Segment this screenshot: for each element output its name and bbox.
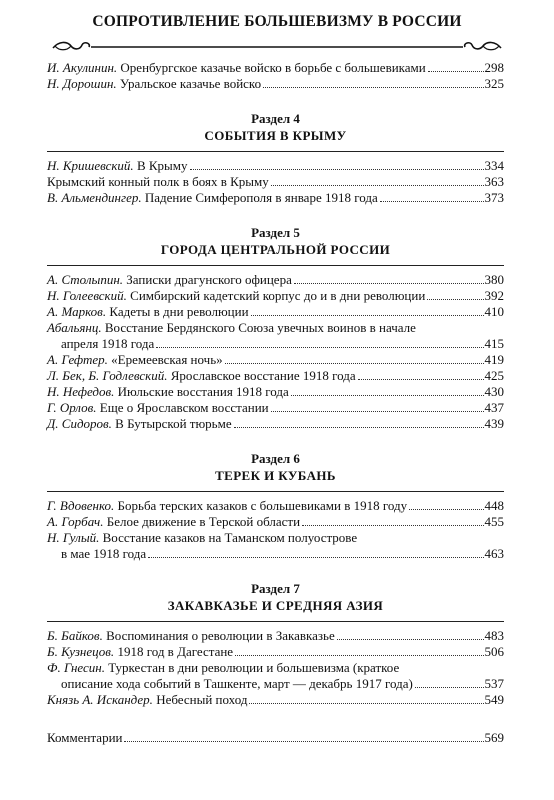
- dot-leader: [409, 509, 483, 510]
- entry-author: А. Гефтер.: [47, 352, 108, 367]
- dot-leader: [249, 703, 483, 704]
- toc-entry[interactable]: [47, 320, 504, 352]
- dot-leader: [234, 427, 484, 428]
- entry-author: А. Марков.: [47, 304, 107, 319]
- entry-title: Еще о Ярославском восстании: [96, 400, 269, 415]
- entry-author: Н. Нефедов.: [47, 384, 115, 399]
- entry-title: «Еремеевская ночь»: [107, 352, 223, 367]
- section-heading: [47, 110, 504, 144]
- entry-author: Г. Вдовенко.: [47, 498, 115, 513]
- entry-author: А. Столыпин.: [47, 272, 124, 287]
- dot-leader: [291, 395, 484, 396]
- toc-entry[interactable]: [47, 400, 504, 416]
- entry-title: Оренбургское казачье войско в борьбе с большевиками: [117, 60, 426, 75]
- toc-entry[interactable]: [47, 628, 504, 644]
- dot-leader: [225, 363, 484, 364]
- page-number: 325: [484, 76, 504, 91]
- entry-title: Кадеты в дни революции: [106, 304, 249, 319]
- entry-author: Н. Гулый.: [47, 530, 100, 545]
- entry-author: Князь А. Искандер.: [47, 692, 153, 707]
- dot-leader: [190, 169, 484, 170]
- toc-entry[interactable]: [47, 530, 504, 562]
- page-number: 425: [484, 368, 504, 383]
- entry-title: Падение Симферополя в январе 1918 года: [141, 190, 378, 205]
- page-number: 549: [484, 692, 504, 707]
- dot-leader: [358, 379, 484, 380]
- dot-leader: [302, 525, 483, 526]
- entry-author: Д. Сидоров.: [47, 416, 112, 431]
- entry-title: Восстание Бердянского Союза увечных воинов в начале: [101, 320, 416, 335]
- dot-leader: [415, 687, 484, 688]
- dot-leader: [251, 315, 484, 316]
- page-number: 569: [484, 730, 504, 745]
- page-number: 439: [484, 416, 504, 431]
- entry-title: Крымский конный полк в боях в Крыму: [47, 174, 269, 189]
- toc-entry[interactable]: [47, 174, 504, 190]
- dot-leader: [271, 185, 484, 186]
- section-title: ГОРОДА ЦЕНТРАЛЬНОЙ РОССИИ: [160, 242, 391, 257]
- dot-leader: [380, 201, 484, 202]
- page-number: 415: [484, 336, 504, 351]
- section-label: Раздел 6: [251, 451, 300, 466]
- page-number: 298: [484, 60, 504, 75]
- entry-title: Борьба терских казаков с большевиками в 1918 году: [114, 498, 408, 513]
- toc-entry[interactable]: [47, 644, 504, 660]
- dot-leader: [148, 557, 483, 558]
- toc-entry[interactable]: [47, 660, 504, 692]
- toc-entry[interactable]: [47, 352, 504, 368]
- entry-author: А. Горбач.: [47, 514, 104, 529]
- entry-title: 1918 год в Дагестане: [114, 644, 234, 659]
- page-number: 410: [484, 304, 504, 319]
- toc-entry[interactable]: [47, 384, 504, 400]
- table-of-contents: [47, 60, 504, 746]
- dot-leader: [271, 411, 484, 412]
- toc-entry[interactable]: [47, 190, 504, 206]
- section-title: ТЕРЕК И КУБАНЬ: [215, 468, 336, 483]
- section-divider: [47, 151, 504, 152]
- entry-title: Воспоминания о революции в Закавказье: [102, 628, 335, 643]
- page-number: 334: [484, 158, 504, 173]
- dot-leader: [156, 347, 483, 348]
- page-number: 448: [484, 498, 504, 513]
- page-number: 363: [484, 174, 504, 189]
- toc-entry[interactable]: [47, 288, 504, 304]
- toc-entry[interactable]: [47, 730, 504, 746]
- section-title: СОБЫТИЯ В КРЫМУ: [204, 128, 347, 143]
- entry-author: В. Альмендингер.: [47, 190, 142, 205]
- entry-title: Июльские восстания 1918 года: [114, 384, 289, 399]
- entry-author: Н. Кришевский.: [47, 158, 134, 173]
- page-number: 380: [484, 272, 504, 287]
- entry-author: Б. Байков.: [47, 628, 103, 643]
- toc-entry[interactable]: [47, 416, 504, 432]
- entry-author: Н. Дорошин.: [47, 76, 117, 91]
- page-number: 437: [484, 400, 504, 415]
- entry-author: Ф. Гнесин.: [47, 660, 105, 675]
- section-title: ЗАКАВКАЗЬЕ И СРЕДНЯЯ АЗИЯ: [167, 598, 384, 613]
- section-label: Раздел 7: [251, 581, 300, 596]
- dot-leader: [427, 299, 483, 300]
- dot-leader: [124, 741, 483, 742]
- section-label: Раздел 4: [251, 111, 300, 126]
- entry-author: И. Акулинин.: [47, 60, 118, 75]
- section-divider: [47, 265, 504, 266]
- toc-entry[interactable]: [47, 514, 504, 530]
- entry-author: Г. Орлов.: [47, 400, 97, 415]
- section-label: Раздел 5: [251, 225, 300, 240]
- section-heading: [47, 224, 504, 258]
- entry-title: В Бутырской тюрьме: [111, 416, 232, 431]
- running-title: СОПРОТИВЛЕНИЕ БОЛЬШЕВИЗМУ В РОССИИ: [92, 13, 462, 30]
- entry-title: Уральское казачье войско: [116, 76, 262, 91]
- toc-entry[interactable]: [47, 368, 504, 384]
- entry-title: Восстание казаков на Таманском полуострове: [99, 530, 358, 545]
- dot-leader: [263, 87, 483, 88]
- section-heading: [47, 450, 504, 484]
- entry-title: Белое движение в Терской области: [103, 514, 301, 529]
- toc-entry[interactable]: [47, 692, 504, 708]
- entry-author: Н. Голеевский.: [47, 288, 127, 303]
- entry-title: Ярославское восстание 1918 года: [167, 368, 356, 383]
- page-number: 455: [484, 514, 504, 529]
- entry-title: Небесный поход: [152, 692, 248, 707]
- entry-title: Комментарии: [47, 730, 123, 745]
- toc-entry[interactable]: [47, 304, 504, 320]
- page-number: 537: [484, 676, 504, 691]
- entry-author: Б. Кузнецов.: [47, 644, 115, 659]
- page-number: 373: [484, 190, 504, 205]
- dot-leader: [235, 655, 483, 656]
- dot-leader: [294, 283, 484, 284]
- toc-entry[interactable]: [47, 272, 504, 288]
- page-number: 430: [484, 384, 504, 399]
- dot-leader: [428, 71, 484, 72]
- entry-title-continuation: описание хода событий в Ташкенте, март — декабрь 1917 года): [61, 676, 413, 691]
- section-divider: [47, 491, 504, 492]
- toc-entry[interactable]: [47, 158, 504, 174]
- section-divider: [47, 621, 504, 622]
- entry-title: Симбирский кадетский корпус до и в дни революции: [126, 288, 426, 303]
- page-header: [47, 13, 507, 31]
- toc-entry[interactable]: [47, 498, 504, 514]
- toc-entry[interactable]: [47, 76, 504, 92]
- entry-author: Л. Бек, Б. Годлевский.: [47, 368, 168, 383]
- entry-title-continuation: апреля 1918 года: [61, 336, 155, 351]
- entry-title: Записки драгунского офицера: [123, 272, 292, 287]
- page-number: 463: [484, 546, 504, 561]
- page-number: 483: [484, 628, 504, 643]
- entry-title: Туркестан в дни революции и большевизма (краткое: [104, 660, 400, 675]
- toc-entry[interactable]: [47, 60, 504, 76]
- page-number: 506: [484, 644, 504, 659]
- page-number: 392: [484, 288, 504, 303]
- dot-leader: [337, 639, 484, 640]
- entry-title: В Крыму: [133, 158, 188, 173]
- entry-author: Абальянц.: [47, 320, 102, 335]
- header-ornament: [47, 39, 507, 53]
- entry-title-continuation: в мае 1918 года: [61, 546, 147, 561]
- page-number: 419: [484, 352, 504, 367]
- section-heading: [47, 580, 504, 614]
